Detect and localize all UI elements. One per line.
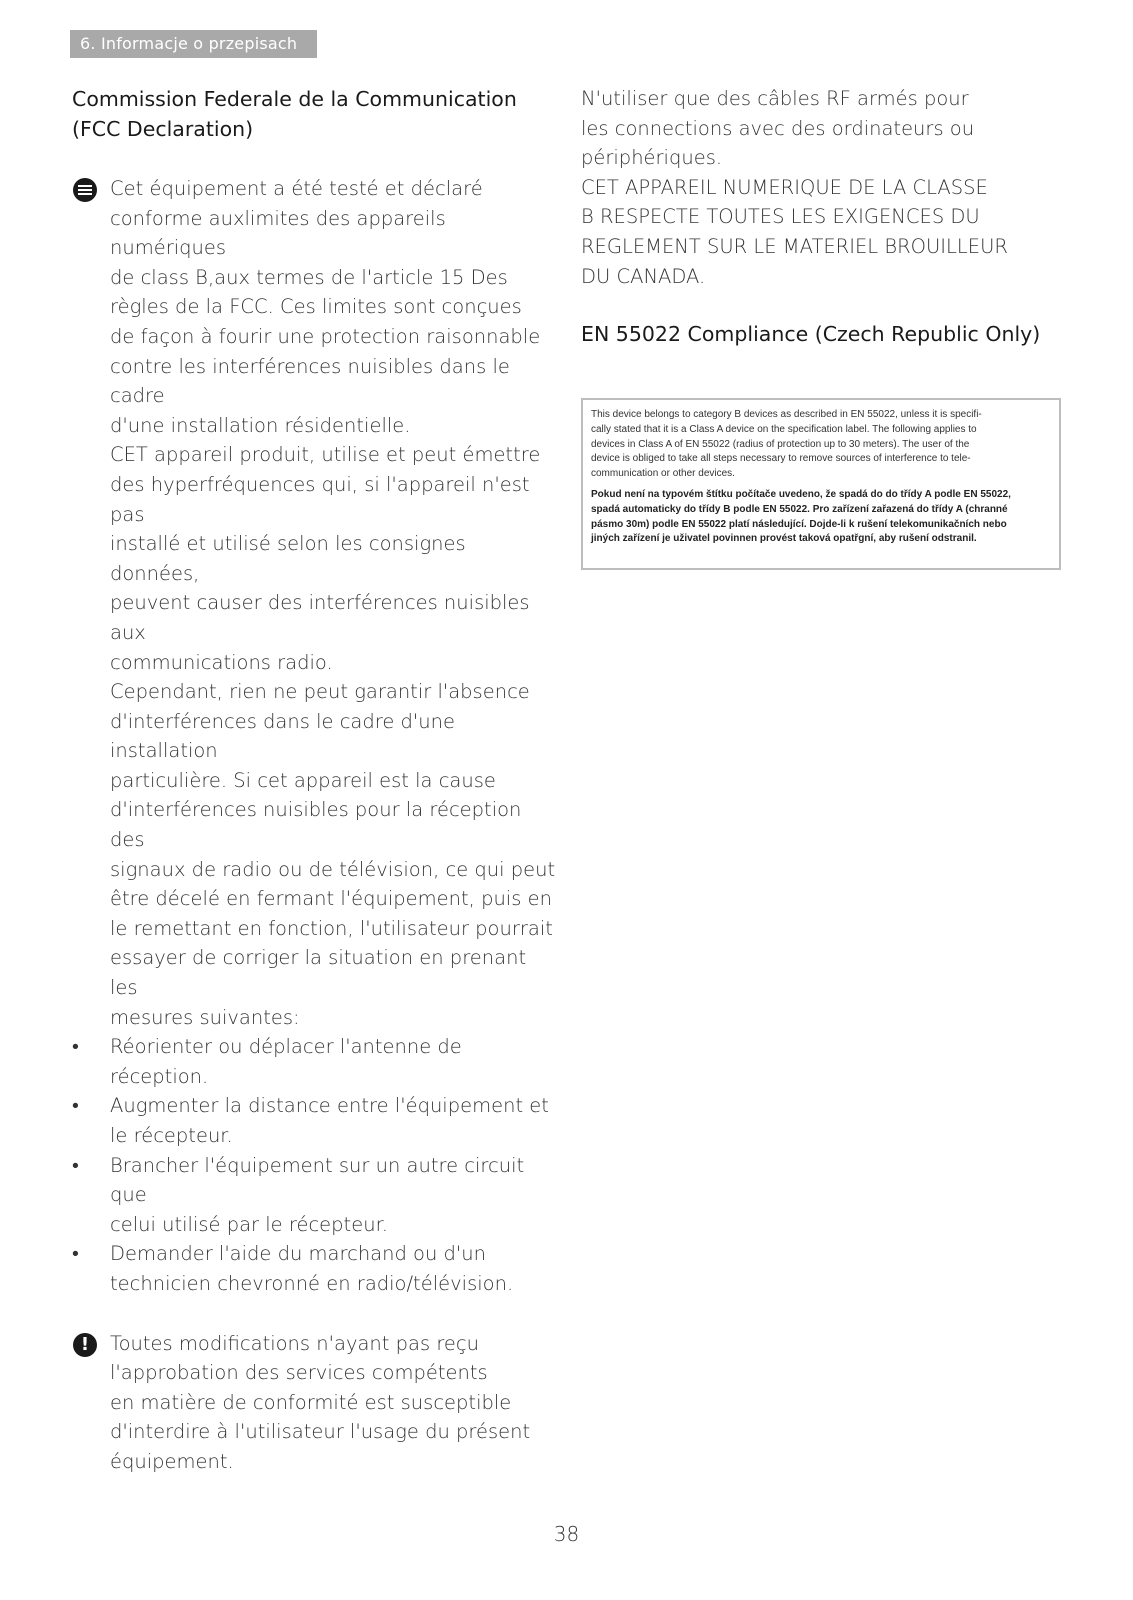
note-line: le remettant en fonction, l'utilisateur pourrait xyxy=(110,916,553,940)
canada-line: REGLEMENT SUR LE MATERIEL BROUILLEUR xyxy=(581,234,1008,258)
compliance-label-box xyxy=(581,398,1061,570)
fcc-heading: Commission Federale de la Communication (FCC Declaration) xyxy=(72,87,517,141)
en55022-heading: EN 55022 Compliance (Czech Republic Only) xyxy=(581,322,1041,347)
note-line: CET appareil produit, utilise et peut émettre xyxy=(110,443,541,467)
note-line: conforme auxlimites des appareils numériques xyxy=(110,206,446,260)
warning-line: d'interdire à l'utilisateur l'usage du présent xyxy=(110,1420,531,1444)
warning-line: en matière de conformité est susceptible xyxy=(110,1390,512,1414)
note-line: d'interférences nuisibles pour la réception des xyxy=(110,798,522,852)
note-line: règles de la FCC. Ces limites sont conçues xyxy=(110,295,522,319)
note-icon xyxy=(73,178,97,202)
list-item: • Réorienter ou déplacer l'antenne de réception. xyxy=(72,1032,558,1091)
box-line: cally stated that it is a Class A device on the specification label. The following applies to xyxy=(591,423,977,435)
bullet-icon: • xyxy=(72,1094,79,1118)
bullet-icon: • xyxy=(72,1035,79,1059)
section-title: 6. Informacje o przepisach xyxy=(80,34,298,53)
box-line: Pokud není na typovém štítku počítače uvedeno, že spadá do do třídy A podle EN 55022, xyxy=(591,488,1011,500)
list-item: • Brancher l'équipement sur un autre circuit que celui utilisé par le récepteur. xyxy=(72,1151,558,1240)
remedy-list xyxy=(72,1032,558,1298)
cable-line: les connections avec des ordinateurs ou xyxy=(581,116,975,140)
note-line: Cependant, rien ne peut garantir l'absence xyxy=(110,680,530,704)
box-line: device is obliged to take all steps necessary to remove sources of interference to tele- xyxy=(591,453,971,465)
left-column xyxy=(72,84,558,1477)
box-line: jiných zařízení je uživatel povinnen provést taková opatřgní, aby rušení odstranil. xyxy=(591,533,977,545)
note-line: de class B,aux termes de l'article 15 Des xyxy=(110,265,508,289)
note-line: communications radio. xyxy=(110,650,333,674)
box-line: spadá automaticky do třídy B podle EN 55022. Pro zařízení zařazená do třídy A (chranné xyxy=(591,503,1008,515)
canada-line: CET APPAREIL NUMERIQUE DE LA CLASSE xyxy=(581,175,988,199)
note-line: peuvent causer des interférences nuisibles aux xyxy=(110,591,530,644)
note-line: mesures suivantes: xyxy=(110,1005,300,1029)
note-line: essayer de corriger la situation en prenant les xyxy=(110,946,527,1000)
note-line: être décelé en fermant l'équipement, puis en xyxy=(110,887,552,911)
right-column xyxy=(581,84,1061,349)
note-line: de façon à fourir une protection raisonnable xyxy=(110,324,541,348)
note-text xyxy=(110,174,558,1032)
bullet-icon: • xyxy=(72,1242,79,1266)
box-line: This device belongs to category B devices as described in EN 55022, unless it is specifi- xyxy=(591,409,982,420)
warning-text xyxy=(110,1329,558,1477)
note-line: contre les interférences nuisibles dans le cadre xyxy=(110,354,510,408)
note-line: installé et utilisé selon les consignes données, xyxy=(110,532,466,585)
czech-notice xyxy=(591,488,1051,547)
cable-line: N'utiliser que des câbles RF armés pour xyxy=(581,87,969,110)
note-line: d'une installation résidentielle. xyxy=(110,413,411,437)
page-number: 38 xyxy=(553,1522,580,1546)
warning-icon: ! xyxy=(73,1333,97,1357)
fcc-warning xyxy=(72,1329,558,1477)
warning-line: Toutes modifications n'ayant pas reçu xyxy=(110,1331,479,1355)
bullet-icon: • xyxy=(72,1153,79,1177)
box-line: pásmo 30m) podle EN 55022 platí následující. Dojde-li k rušení telekomunikačních nebo xyxy=(591,518,1007,530)
warning-line: équipement. xyxy=(110,1449,234,1473)
list-item: • Augmenter la distance entre l'équipement et le récepteur. xyxy=(72,1091,558,1150)
note-line: Cet équipement a été testé et déclaré xyxy=(110,177,483,200)
cable-line: périphériques. xyxy=(581,146,723,170)
canada-line: B RESPECTE TOUTES LES EXIGENCES DU xyxy=(581,205,980,229)
note-line: signaux de radio ou de télévision, ce qui peut xyxy=(110,857,556,881)
note-line: particulière. Si cet appareil est la cause xyxy=(110,768,496,792)
canada-line: DU CANADA. xyxy=(581,264,706,288)
note-line: d'interférences dans le cadre d'une installation xyxy=(110,709,456,763)
section-tab xyxy=(70,30,317,58)
note-line: des hyperfréquences qui, si l'appareil n'est pas xyxy=(110,472,530,526)
english-notice xyxy=(591,408,1051,482)
warning-line: l'approbation des services compétents xyxy=(110,1361,488,1385)
box-line: devices in Class A of EN 55022 (radius of protection up to 30 meters). The user of the xyxy=(591,438,970,450)
box-line: communication or other devices. xyxy=(591,468,735,480)
fcc-note xyxy=(72,174,558,1032)
list-item: • Demander l'aide du marchand ou d'un technicien chevronné en radio/télévision. xyxy=(72,1239,558,1298)
